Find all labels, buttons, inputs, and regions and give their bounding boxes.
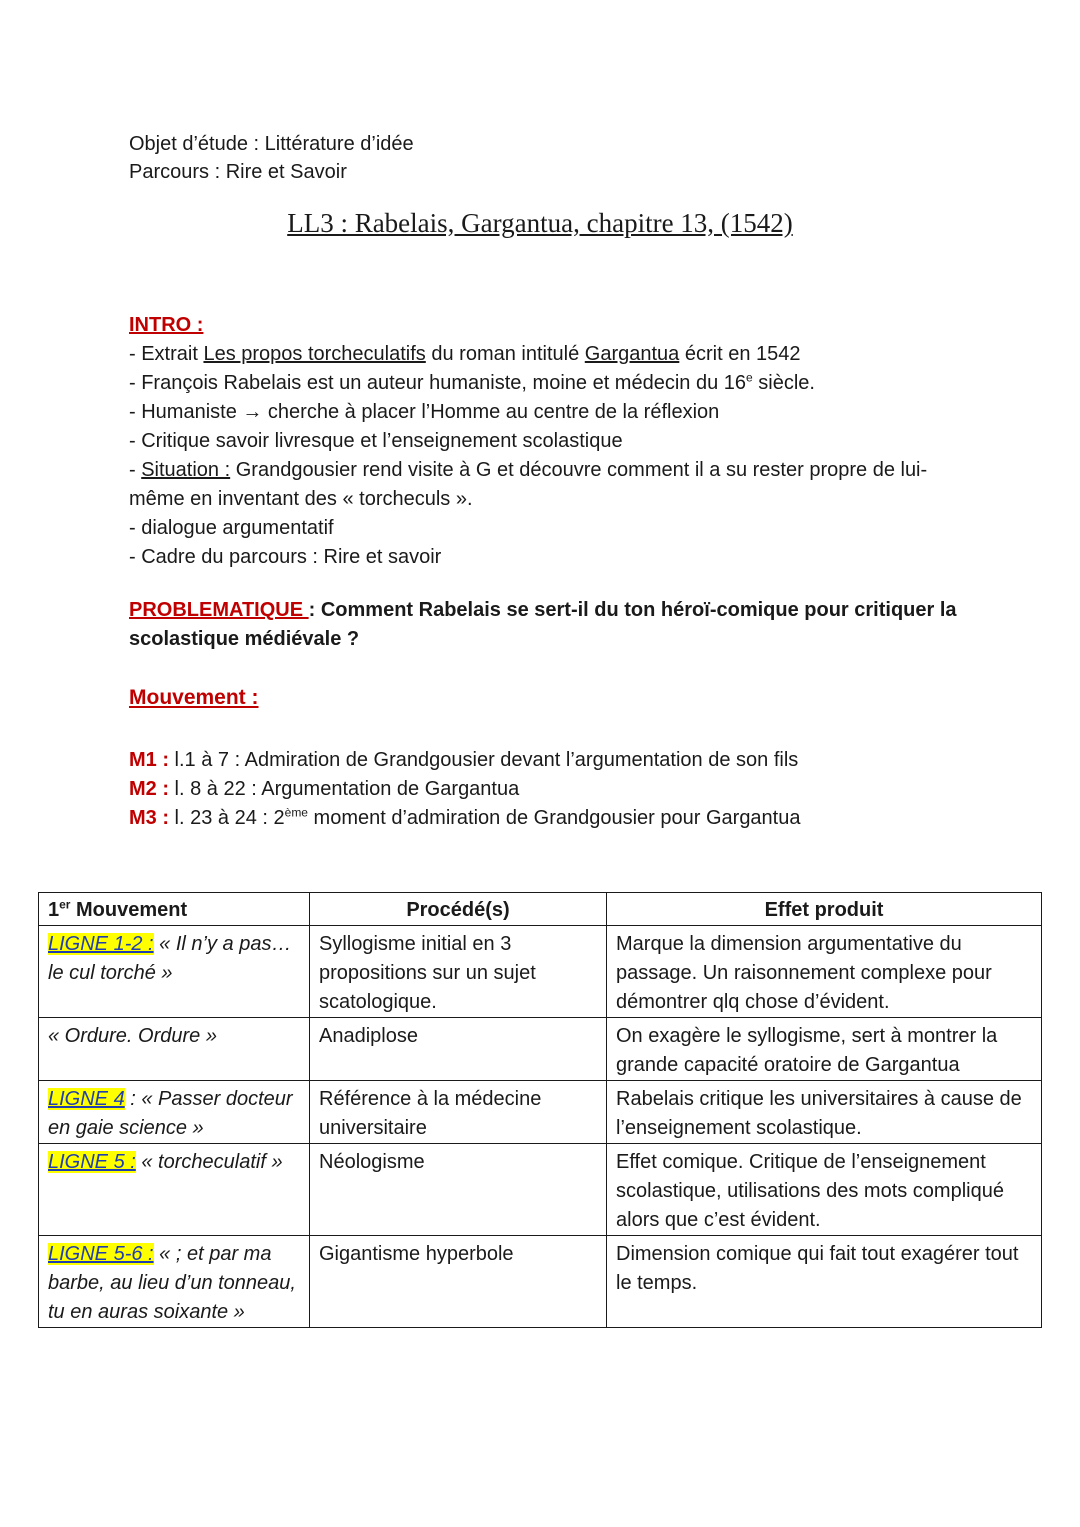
intro-line-2-end: siècle. bbox=[752, 372, 815, 394]
intro-line-3: - Humaniste → cherche à placer l’Homme au centre de la réflexion bbox=[129, 401, 720, 423]
move-text-end: moment d’admiration de Grandgousier pour Gargantua bbox=[307, 807, 801, 829]
quote-text: « Il n’y a pas… le cul torché » bbox=[48, 933, 292, 984]
move-m2 bbox=[129, 775, 800, 804]
intro-line-2 bbox=[129, 369, 969, 398]
intro-heading: INTRO : bbox=[129, 314, 204, 336]
intro-line-1-mid: du roman intitulé bbox=[425, 343, 585, 365]
problematique bbox=[129, 596, 989, 654]
quote-text: « ; et par ma barbe, au lieu d’un tonneau, tu en auras soixante » bbox=[48, 1243, 296, 1323]
move-label: M2 : bbox=[129, 778, 169, 800]
move-text: l. 23 à 24 : 2 bbox=[169, 807, 285, 829]
col-header-mouvement bbox=[39, 893, 310, 926]
move-m3 bbox=[129, 804, 800, 833]
col-header-procedes: Procédé(s) bbox=[310, 893, 607, 926]
col-header-text: Mouvement bbox=[70, 899, 188, 921]
effet-cell: Marque la dimension argumentative du passage. Un raisonnement complexe pour démontrer qlq chose d’évident. bbox=[607, 926, 1042, 1018]
quote-text: « Ordure. Ordure » bbox=[48, 1025, 217, 1047]
line-ref: LIGNE 4 bbox=[48, 1088, 125, 1110]
century-sup: e bbox=[746, 370, 753, 385]
intro-line-7: - Cadre du parcours : Rire et savoir bbox=[129, 546, 442, 568]
table-row bbox=[39, 1081, 1042, 1144]
quote-cell bbox=[39, 1081, 310, 1144]
col-header-sup: er bbox=[59, 897, 71, 912]
procede-cell: Anadiplose bbox=[310, 1018, 607, 1081]
move-text: l.1 à 7 : Admiration de Grandgousier devant l’argumentation de son fils bbox=[169, 749, 799, 771]
analysis-table bbox=[38, 892, 1042, 1328]
intro-section bbox=[129, 311, 969, 572]
col-header-effet: Effet produit bbox=[607, 893, 1042, 926]
table-row bbox=[39, 1018, 1042, 1081]
table-row bbox=[39, 926, 1042, 1018]
quote-cell bbox=[39, 926, 310, 1018]
book-title: Gargantua bbox=[584, 343, 680, 365]
intro-line-2-text: - François Rabelais est un auteur humaniste, moine et médecin du 16 bbox=[129, 372, 747, 394]
intro-line-5-prefix: - bbox=[129, 459, 142, 481]
effet-cell: On exagère le syllogisme, sert à montrer la grande capacité oratoire de Gargantua bbox=[607, 1018, 1042, 1081]
problematique-label: PROBLEMATIQUE bbox=[129, 599, 309, 621]
table-header-row bbox=[39, 893, 1042, 926]
line-ref: LIGNE 1-2 : bbox=[48, 933, 154, 955]
intro-line-5 bbox=[129, 456, 969, 514]
situation-label: Situation : bbox=[141, 459, 231, 481]
procede-cell: Syllogisme initial en 3 propositions sur un sujet scatologique. bbox=[310, 926, 607, 1018]
effet-cell: Rabelais critique les universitaires à cause de l’enseignement scolastique. bbox=[607, 1081, 1042, 1144]
extract-title: Les propos torcheculatifs bbox=[203, 343, 426, 365]
effet-cell: Dimension comique qui fait tout exagérer tout le temps. bbox=[607, 1236, 1042, 1328]
line-ref: LIGNE 5 : bbox=[48, 1151, 136, 1173]
intro-line-4: - Critique savoir livresque et l’enseignement scolastique bbox=[129, 430, 623, 452]
table-row bbox=[39, 1236, 1042, 1328]
table-row bbox=[39, 1144, 1042, 1236]
intro-line-6: - dialogue argumentatif bbox=[129, 517, 334, 539]
move-label: M1 : bbox=[129, 749, 169, 771]
intro-line-1 bbox=[129, 340, 969, 369]
quote-cell bbox=[39, 1018, 310, 1081]
move-text: l. 8 à 22 : Argumentation de Gargantua bbox=[169, 778, 520, 800]
quote-cell bbox=[39, 1236, 310, 1328]
page-title: LL3 : Rabelais, Gargantua, chapitre 13, (1542) bbox=[287, 208, 793, 238]
move-m1 bbox=[129, 746, 800, 775]
parcours: Parcours : Rire et Savoir bbox=[129, 161, 347, 183]
col-header-num: 1 bbox=[48, 899, 60, 921]
quote-text: « torcheculatif » bbox=[135, 1151, 283, 1173]
mouvement-heading: Mouvement : bbox=[129, 686, 259, 709]
ordinal-sup: ème bbox=[284, 805, 308, 820]
movements-list bbox=[129, 746, 800, 833]
quote-text: : « Passer docteur en gaie science » bbox=[48, 1088, 293, 1139]
quote-cell bbox=[39, 1144, 310, 1236]
move-label: M3 : bbox=[129, 807, 169, 829]
problematique-text: : Comment Rabelais se sert-il du ton héroï-comique pour critiquer la scolastique médiévale ? bbox=[129, 599, 957, 650]
intro-line-1-prefix: - Extrait bbox=[129, 343, 204, 365]
intro-line-1-suffix: écrit en 1542 bbox=[679, 343, 801, 365]
line-ref: LIGNE 5-6 : bbox=[48, 1243, 154, 1265]
procede-cell: Référence à la médecine universitaire bbox=[310, 1081, 607, 1144]
course-header bbox=[129, 130, 414, 186]
procede-cell: Néologisme bbox=[310, 1144, 607, 1236]
objet-etude: Objet d’étude : Littérature d’idée bbox=[129, 133, 414, 155]
effet-cell: Effet comique. Critique de l’enseignement scolastique, utilisations des mots compliqué alors que c’est évident. bbox=[607, 1144, 1042, 1236]
situation-text: Grandgousier rend visite à G et découvre comment il a su rester propre de lui-même en inventant des « torcheculs ». bbox=[129, 459, 928, 510]
procede-cell: Gigantisme hyperbole bbox=[310, 1236, 607, 1328]
